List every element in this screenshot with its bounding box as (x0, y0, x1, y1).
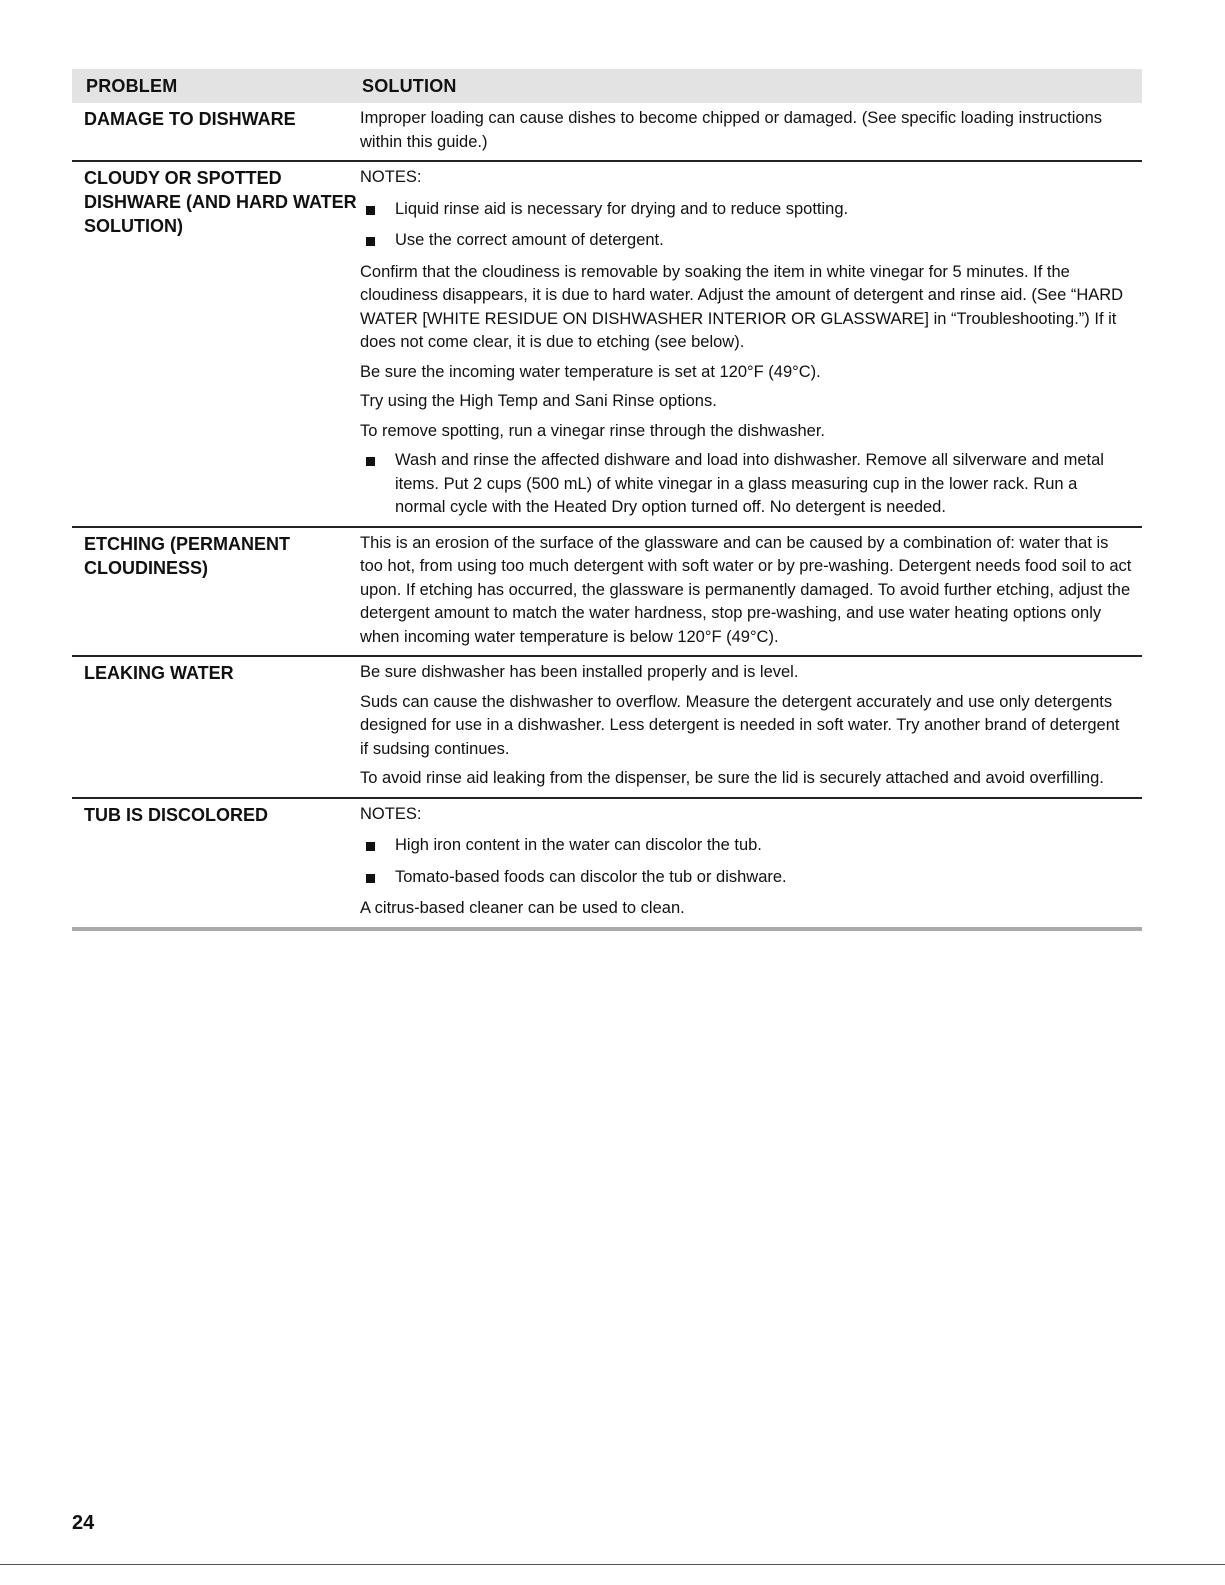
page-bottom-rule (0, 1564, 1225, 1565)
table-header-row (72, 69, 1142, 103)
solution-paragraph: Suds can cause the dishwasher to overflow. Measure the detergent accurately and use only detergents designed for use in a dishwasher. Less detergent is needed in soft water. Try another brand of detergent if sudsing continues. (360, 692, 1120, 758)
solution-paragraph: To remove spotting, run a vinegar rinse through the dishwasher. (360, 421, 826, 440)
solution-paragraph: This is an erosion of the surface of the glassware and can be caused by a combination of: water that is too hot, from using too much detergent with soft water or by pre-washing. Detergent needs food soil to act upon. If etching has occurred, the glassware is permanently damaged. To avoid further etching, adjust the detergent amount to match the water hardness, stop pre-washing, and use water heating options only when incoming water temperature is below 120°F (49°C). (360, 533, 1132, 646)
bullet-text: High iron content in the water can discolor the tub. (395, 836, 762, 854)
solution-paragraph: Try using the High Temp and Sani Rinse options. (360, 392, 717, 410)
solution-paragraph: Improper loading can cause dishes to become chipped or damaged. (See specific loading instructions within this guide.) (360, 109, 1103, 151)
problem-label: CLOUDY OR SPOTTED DISHWARE (AND HARD WATER SOLUTION) (84, 168, 357, 236)
solution-paragraph: Confirm that the cloudiness is removable by soaking the item in white vinegar for 5 minutes. If the cloudiness disappears, it is due to hard water. Adjust the amount of detergent and rinse aid. (See “HARD WATER [WHITE RESIDUE ON DISHWASHER INTERIOR OR GLASSWARE] in “Troubleshooting.”) If it does not come clear, it is due to etching (see below). (360, 262, 1124, 351)
bullet-text: Wash and rinse the affected dishware and load into dishwasher. Remove all silverware and metal items. Put 2 cups (500 mL) of white vinegar in a glass measuring cup in the lower rack. Run a normal cycle with the Heated Dry option turned off. No detergent is needed. (395, 451, 1104, 516)
bullet-text: Tomato-based foods can discolor the tub or dishware. (395, 867, 787, 886)
bullet-item (360, 449, 1132, 520)
page-number: 24 (72, 1512, 95, 1534)
troubleshooting-table (72, 69, 1142, 931)
solution-paragraph: Be sure dishwasher has been installed properly and is level. (360, 663, 799, 681)
problem-label: TUB IS DISCOLORED (84, 804, 269, 825)
table-row (72, 161, 1142, 527)
problem-column-header: PROBLEM (86, 75, 178, 96)
square-bullet-icon (366, 237, 375, 246)
bullet-text: Use the correct amount of detergent. (395, 231, 664, 249)
solution-paragraph: To avoid rinse aid leaking from the dispenser, be sure the lid is securely attached and avoid overfilling. (360, 769, 1104, 787)
solution-paragraph: Be sure the incoming water temperature is set at 120°F (49°C). (360, 362, 821, 381)
table-row (72, 527, 1142, 657)
problem-label: ETCHING (PERMANENT CLOUDINESS) (84, 533, 290, 578)
table-row (72, 656, 1142, 798)
solution-cell (360, 161, 1142, 527)
bullet-item (360, 198, 1132, 222)
bullet-item (360, 834, 1132, 858)
notes-label: NOTES: (360, 168, 422, 186)
table-row (72, 798, 1142, 929)
problem-label: LEAKING WATER (84, 663, 234, 683)
solution-cell (360, 527, 1142, 657)
solution-cell (360, 798, 1142, 929)
solution-cell (360, 103, 1142, 161)
bullet-text: Liquid rinse aid is necessary for drying and to reduce spotting. (395, 199, 849, 218)
square-bullet-icon (366, 206, 375, 215)
table-row (72, 103, 1142, 161)
solution-column-header: SOLUTION (362, 75, 457, 96)
square-bullet-icon (366, 842, 375, 851)
notes-label: NOTES: (360, 804, 422, 823)
bullet-item (360, 866, 1132, 890)
troubleshooting-table-container (72, 69, 1142, 931)
solution-paragraph: A citrus-based cleaner can be used to clean. (360, 899, 685, 917)
square-bullet-icon (366, 457, 375, 466)
solution-cell (360, 656, 1142, 798)
bullet-item (360, 229, 1132, 253)
problem-label: DAMAGE TO DISHWARE (84, 109, 296, 129)
square-bullet-icon (366, 874, 375, 883)
